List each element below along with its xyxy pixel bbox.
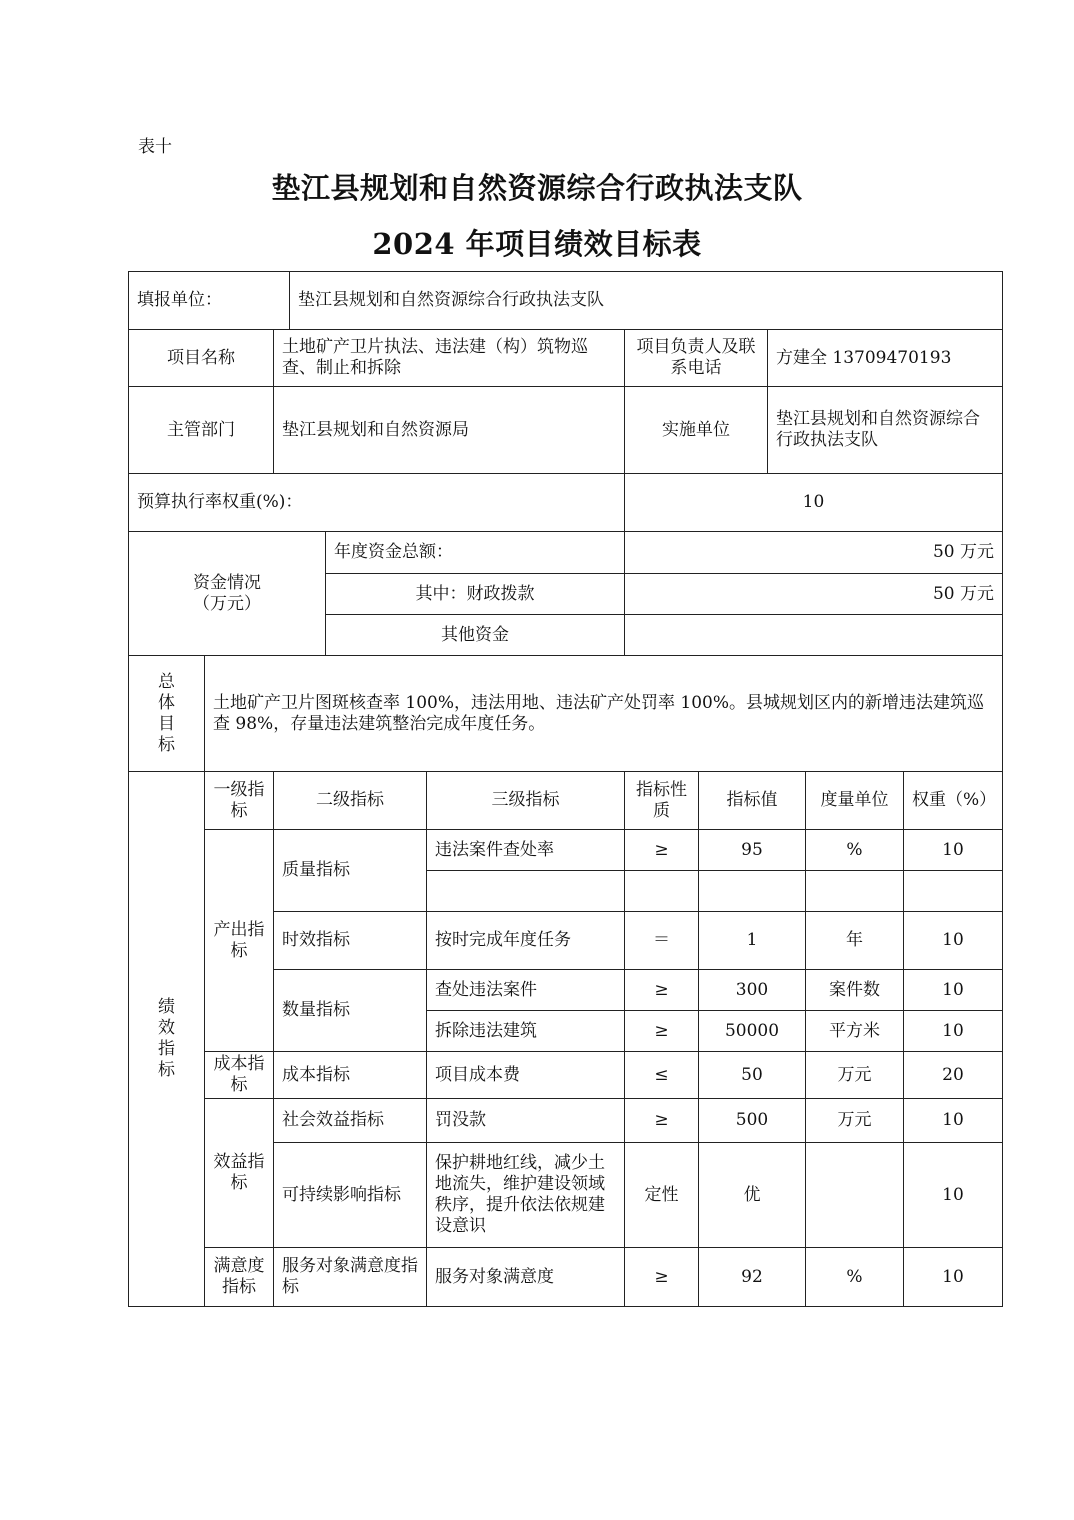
indicator-unit: 年 bbox=[806, 912, 904, 970]
funds-label bbox=[129, 532, 326, 656]
funds-total-value: 50 万元 bbox=[625, 532, 1003, 574]
indicator-name: 服务对象满意度 bbox=[427, 1248, 625, 1307]
unit-label: 填报单位： bbox=[129, 272, 290, 330]
table-row bbox=[129, 1052, 1003, 1099]
indicator-value bbox=[699, 871, 806, 912]
satisfaction-level1-label: 满意度指标 bbox=[205, 1248, 274, 1307]
indicator-unit bbox=[806, 871, 904, 912]
indicator-value: 300 bbox=[699, 970, 806, 1011]
indicator-weight: 10 bbox=[904, 912, 1003, 970]
header-level2: 二级指标 bbox=[274, 772, 427, 830]
perf-header-row bbox=[129, 772, 1003, 830]
header-weight: 权重（%） bbox=[904, 772, 1003, 830]
overall-label-char: 标 bbox=[158, 734, 175, 755]
indicator-nature bbox=[625, 871, 699, 912]
funds-total-row bbox=[129, 532, 1003, 574]
indicator-weight: 10 bbox=[904, 1248, 1003, 1307]
funds-fiscal-value: 50 万元 bbox=[625, 574, 1003, 615]
indicator-nature: ≥ bbox=[625, 1011, 699, 1052]
satisfaction-level2-label: 服务对象满意度指标 bbox=[274, 1248, 427, 1307]
indicator-unit: 案件数 bbox=[806, 970, 904, 1011]
indicator-nature: ≤ bbox=[625, 1052, 699, 1099]
sustain-indicator-label: 可持续影响指标 bbox=[274, 1143, 427, 1248]
table-row bbox=[129, 1248, 1003, 1307]
perf-label-char: 指 bbox=[158, 1039, 175, 1059]
impl-value: 垫江县规划和自然资源综合行政执法支队 bbox=[768, 387, 1003, 474]
funds-label-line1: 资金情况 bbox=[193, 572, 261, 593]
indicator-weight bbox=[904, 871, 1003, 912]
indicator-value: 50000 bbox=[699, 1011, 806, 1052]
indicator-unit bbox=[806, 1143, 904, 1248]
cost-level2-label: 成本指标 bbox=[274, 1052, 427, 1099]
indicator-name: 违法案件查处率 bbox=[427, 830, 625, 871]
header-nature: 指标性质 bbox=[625, 772, 699, 830]
overall-label-char: 总 bbox=[158, 671, 175, 692]
indicator-value: 1 bbox=[699, 912, 806, 970]
indicator-weight: 10 bbox=[904, 1143, 1003, 1248]
perf-label-char: 标 bbox=[158, 1060, 175, 1080]
indicator-name: 项目成本费 bbox=[427, 1052, 625, 1099]
indicator-nature: 定性 bbox=[625, 1143, 699, 1248]
indicator-unit: 万元 bbox=[806, 1099, 904, 1143]
indicator-nature: ≥ bbox=[625, 970, 699, 1011]
unit-value: 垫江县规划和自然资源综合行政执法支队 bbox=[290, 272, 1003, 330]
indicator-value: 95 bbox=[699, 830, 806, 871]
perf-label-char: 绩 bbox=[158, 997, 175, 1017]
table-row bbox=[129, 1099, 1003, 1143]
indicator-value: 92 bbox=[699, 1248, 806, 1307]
header-level1: 一级指标 bbox=[205, 772, 274, 830]
indicator-nature: ≥ bbox=[625, 1099, 699, 1143]
indicator-weight: 10 bbox=[904, 1011, 1003, 1052]
indicator-nature: ≥ bbox=[625, 1248, 699, 1307]
indicator-nature: ＝ bbox=[625, 912, 699, 970]
benefit-indicator-label: 效益指标 bbox=[205, 1099, 274, 1248]
indicator-nature: ≥ bbox=[625, 830, 699, 871]
perf-label-char: 效 bbox=[158, 1018, 175, 1038]
indicator-name: 拆除违法建筑 bbox=[427, 1011, 625, 1052]
budget-weight-value: 10 bbox=[625, 474, 1003, 532]
overall-label-char: 体 bbox=[158, 692, 175, 713]
header-value: 指标值 bbox=[699, 772, 806, 830]
quality-indicator-label: 质量指标 bbox=[274, 830, 427, 912]
indicator-name: 查处违法案件 bbox=[427, 970, 625, 1011]
budget-weight-label: 预算执行率权重(%)： bbox=[129, 474, 625, 532]
indicator-weight: 20 bbox=[904, 1052, 1003, 1099]
page-title: 垫江县规划和自然资源综合行政执法支队 bbox=[271, 171, 803, 205]
indicator-name bbox=[427, 871, 625, 912]
project-row bbox=[129, 330, 1003, 387]
indicator-value: 500 bbox=[699, 1099, 806, 1143]
indicator-unit: % bbox=[806, 830, 904, 871]
manager-label: 项目负责人及联系电话 bbox=[625, 330, 768, 387]
indicator-name: 罚没款 bbox=[427, 1099, 625, 1143]
indicator-value: 优 bbox=[699, 1143, 806, 1248]
cost-level1-label: 成本指标 bbox=[205, 1052, 274, 1099]
overall-goal-text: 土地矿产卫片图斑核查率 100%，违法用地、违法矿产处罚率 100%。县城规划区内的新增违法建筑巡查 98%，存量违法建筑整治完成年度任务。 bbox=[205, 656, 1003, 772]
dept-label: 主管部门 bbox=[129, 387, 274, 474]
indicator-unit: 万元 bbox=[806, 1052, 904, 1099]
social-benefit-label: 社会效益指标 bbox=[274, 1099, 427, 1143]
overall-label-char: 目 bbox=[158, 713, 175, 734]
overall-goal-row bbox=[129, 656, 1003, 772]
indicator-weight: 10 bbox=[904, 1099, 1003, 1143]
indicator-weight: 10 bbox=[904, 830, 1003, 871]
funds-other-label: 其他资金 bbox=[326, 615, 625, 656]
dept-row bbox=[129, 387, 1003, 474]
indicator-value: 50 bbox=[699, 1052, 806, 1099]
indicator-name: 按时完成年度任务 bbox=[427, 912, 625, 970]
dept-value: 垫江县规划和自然资源局 bbox=[274, 387, 625, 474]
indicator-name: 保护耕地红线，减少土地流失，维护建设领域秩序，提升依法依规建设意识 bbox=[427, 1143, 625, 1248]
performance-table bbox=[128, 271, 1003, 1307]
header-unit: 度量单位 bbox=[806, 772, 904, 830]
header-level3: 三级指标 bbox=[427, 772, 625, 830]
budget-weight-row bbox=[129, 474, 1003, 532]
page-subtitle: 2024 年项目绩效目标表 bbox=[372, 227, 702, 261]
unit-row bbox=[129, 272, 1003, 330]
indicator-unit: % bbox=[806, 1248, 904, 1307]
funds-total-label: 年度资金总额： bbox=[326, 532, 625, 574]
project-name-value: 土地矿产卫片执法、违法建（构）筑物巡查、制止和拆除 bbox=[274, 330, 625, 387]
overall-goal-label bbox=[129, 656, 205, 772]
perf-indicators-label bbox=[129, 772, 205, 1307]
output-indicator-label: 产出指标 bbox=[205, 830, 274, 1052]
funds-fiscal-label: 其中：财政拨款 bbox=[326, 574, 625, 615]
funds-label-line2: （万元） bbox=[193, 593, 261, 614]
funds-other-value bbox=[625, 615, 1003, 656]
indicator-weight: 10 bbox=[904, 970, 1003, 1011]
manager-value: 方建全 13709470193 bbox=[768, 330, 1003, 387]
table-row bbox=[129, 830, 1003, 871]
timeliness-indicator-label: 时效指标 bbox=[274, 912, 427, 970]
impl-label: 实施单位 bbox=[625, 387, 768, 474]
quantity-indicator-label: 数量指标 bbox=[274, 970, 427, 1052]
document-label: 表十 bbox=[138, 137, 172, 157]
indicator-unit: 平方米 bbox=[806, 1011, 904, 1052]
project-name-label: 项目名称 bbox=[129, 330, 274, 387]
